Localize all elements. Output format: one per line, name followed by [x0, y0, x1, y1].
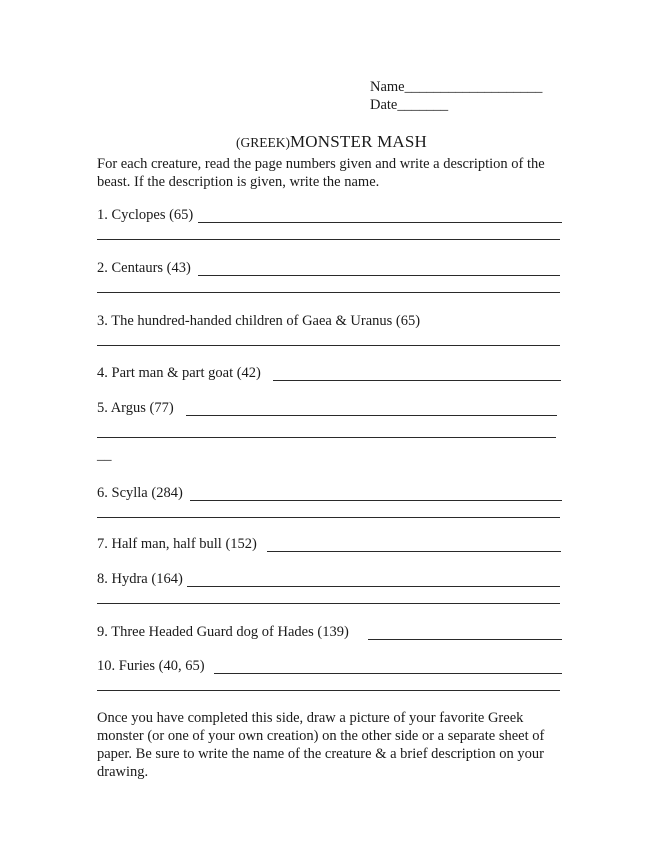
- date-field[interactable]: Date_______: [370, 97, 449, 113]
- question-7-label: 7. Half man, half bull (152): [97, 536, 257, 552]
- question-10-answer-line[interactable]: [214, 673, 562, 674]
- question-2-answer-line[interactable]: [198, 275, 560, 276]
- question-2-answer-line-2[interactable]: [97, 292, 560, 293]
- question-6-answer-line[interactable]: [190, 500, 562, 501]
- stray-mark: __: [97, 447, 112, 463]
- question-10-label: 10. Furies (40, 65): [97, 658, 205, 674]
- question-3-answer-line[interactable]: [97, 345, 560, 346]
- question-6-answer-line-2[interactable]: [97, 517, 560, 518]
- question-6-label: 6. Scylla (284): [97, 485, 183, 501]
- question-3-label: 3. The hundred-handed children of Gaea & Uranus (65): [97, 313, 421, 329]
- question-7-answer-line[interactable]: [267, 551, 561, 552]
- question-10-answer-line-2[interactable]: [97, 690, 560, 691]
- question-8-answer-line[interactable]: [187, 586, 560, 587]
- page-title: [0, 132, 663, 152]
- question-2-label: 2. Centaurs (43): [97, 260, 191, 276]
- question-8-label: 8. Hydra (164): [97, 571, 183, 587]
- question-5-answer-line[interactable]: [186, 415, 557, 416]
- question-1-answer-line[interactable]: [198, 222, 562, 223]
- title-main: MONSTER MASH: [289, 132, 427, 151]
- title-prefix: (GREEK): [235, 135, 290, 150]
- question-4-label: 4. Part man & part goat (42): [97, 365, 261, 381]
- question-4-answer-line[interactable]: [273, 380, 561, 381]
- question-5-label: 5. Argus (77): [97, 400, 174, 416]
- question-5-answer-line-2[interactable]: [97, 437, 556, 438]
- question-1-answer-line-2[interactable]: [97, 239, 560, 240]
- intro-instructions: For each creature, read the page numbers given and write a description of the beast. If the description is given, write the name.: [97, 156, 545, 190]
- closing-instructions: Once you have completed this side, draw a picture of your favorite Greek monster (or one of your own creation) on the other side or a separate sheet of paper. Be sure to write the name of the creature & a brief description on your drawing.: [97, 710, 545, 780]
- name-field[interactable]: Name___________________: [370, 79, 543, 95]
- question-9-label: 9. Three Headed Guard dog of Hades (139): [97, 624, 349, 640]
- question-9-answer-line[interactable]: [368, 639, 562, 640]
- question-1-label: 1. Cyclopes (65): [97, 207, 194, 223]
- question-8-answer-line-2[interactable]: [97, 603, 560, 604]
